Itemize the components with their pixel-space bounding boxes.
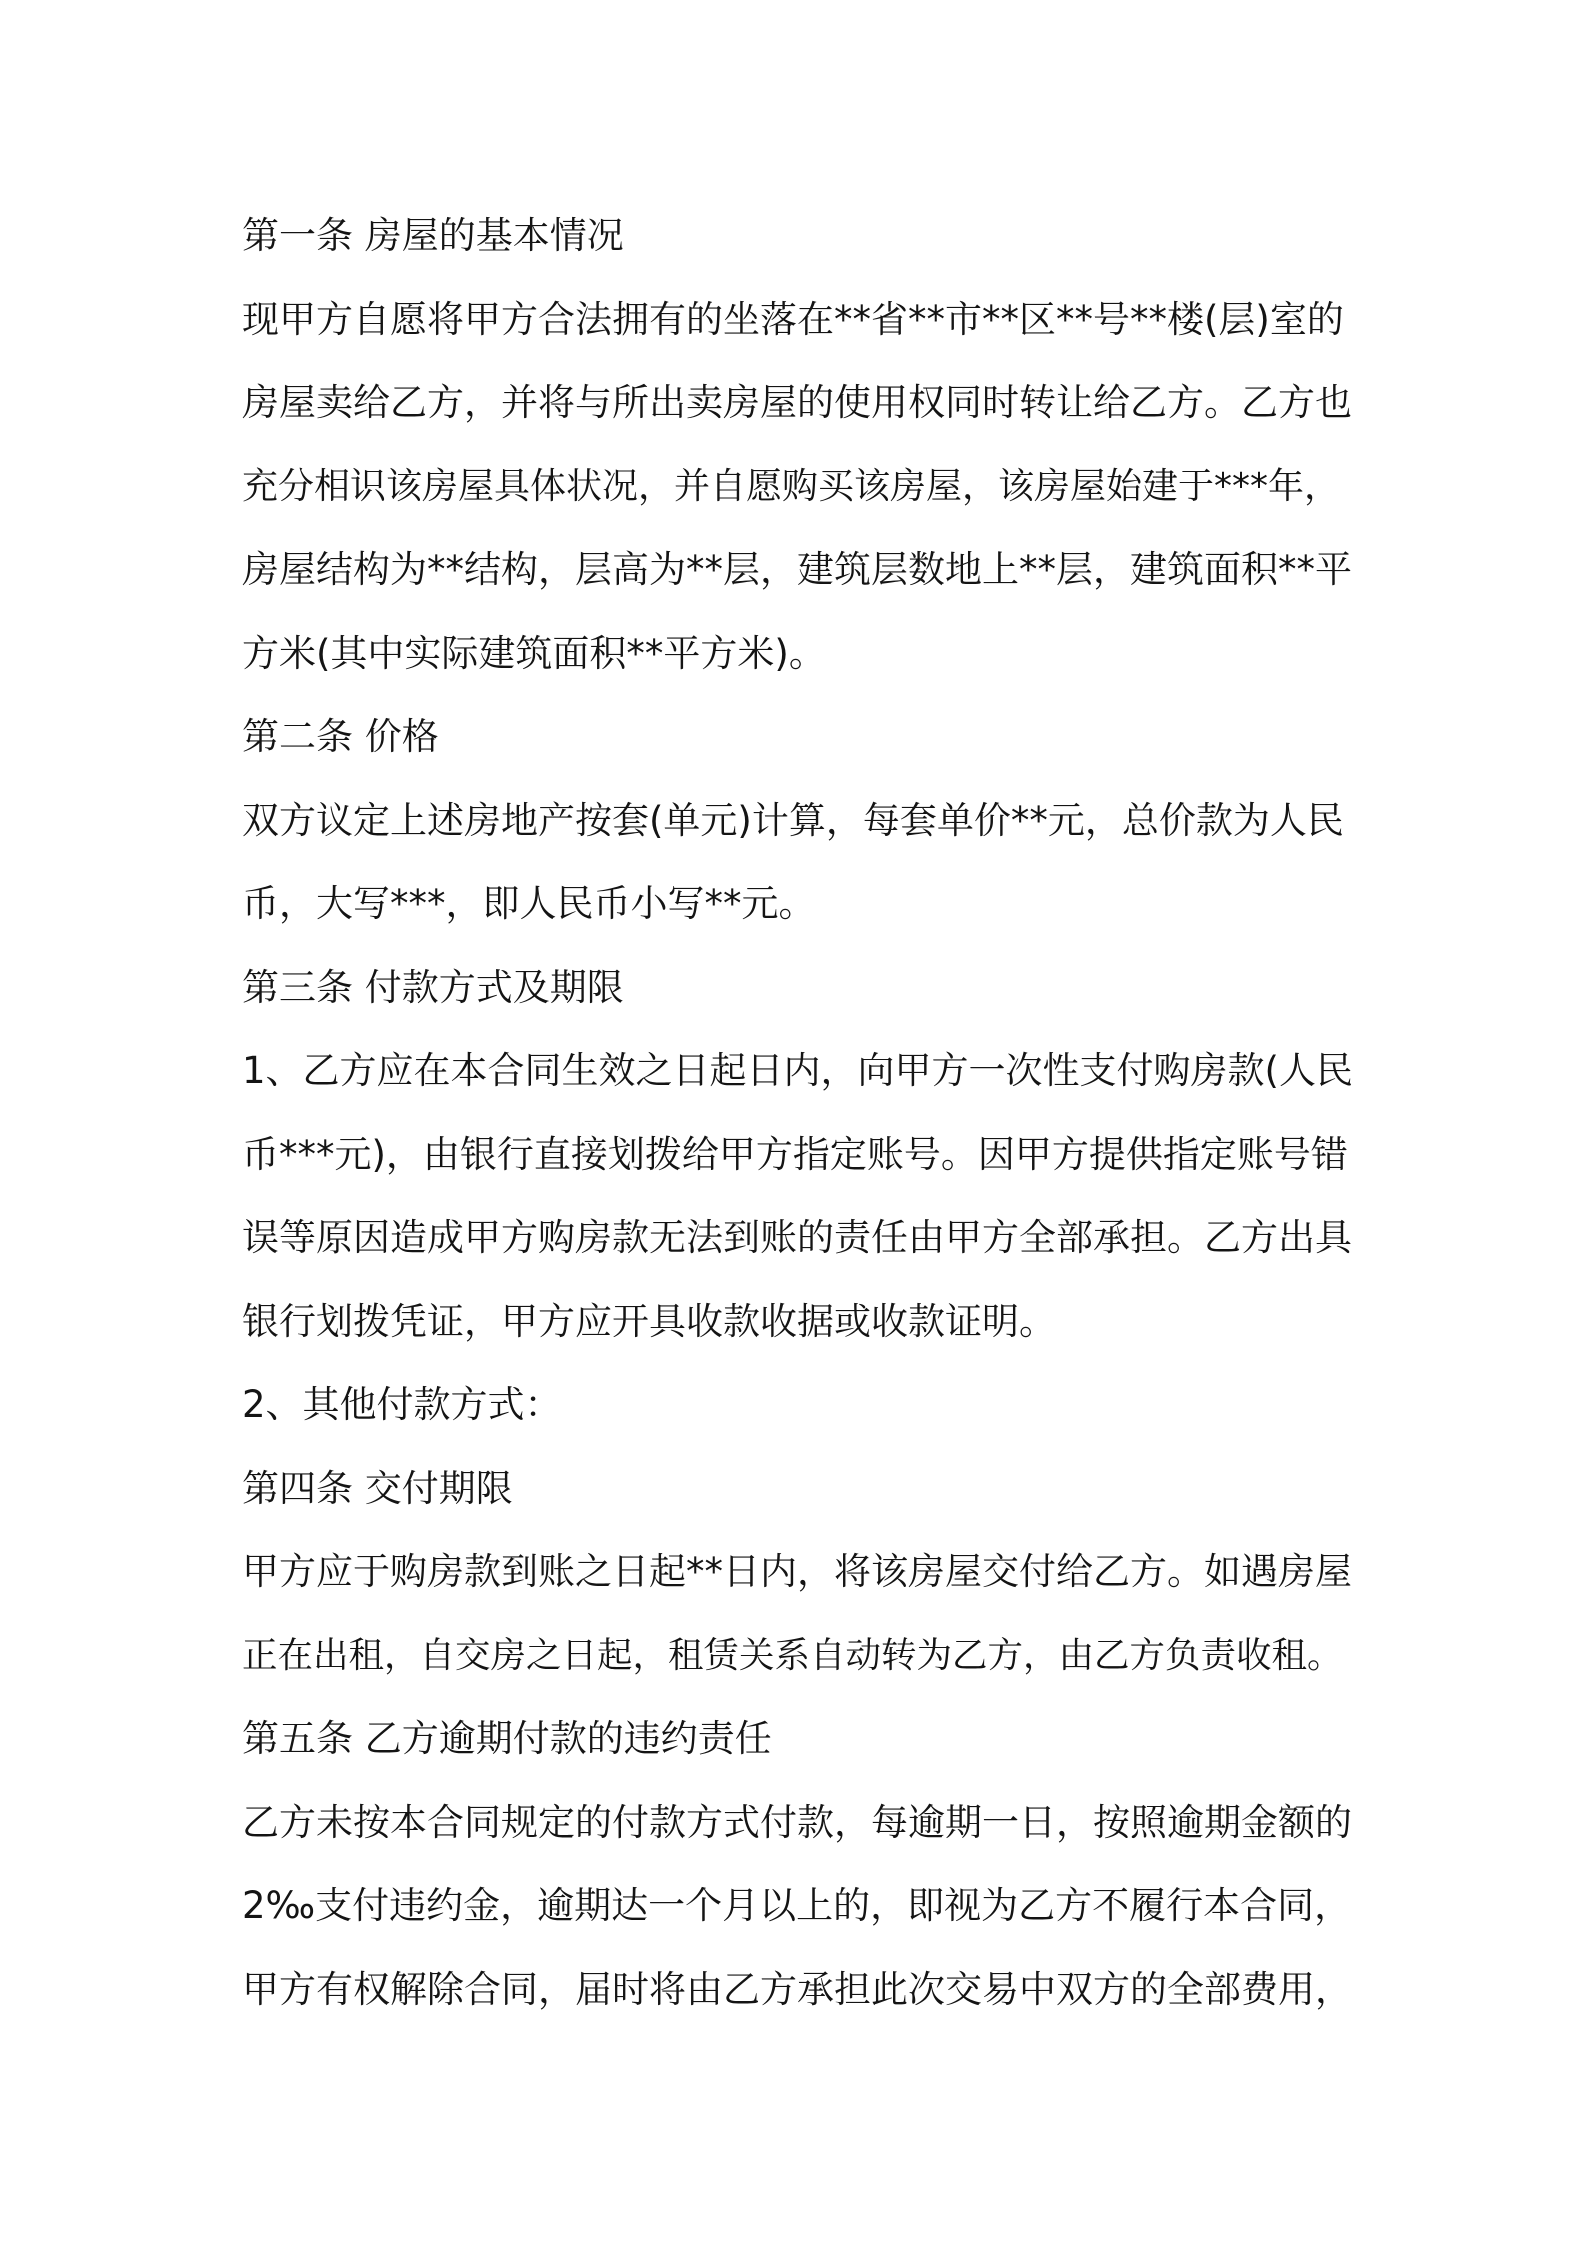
paragraph-line: 2‰支付违约金，逾期达一个月以上的，即视为乙方不履行本合同， bbox=[242, 1884, 1352, 1927]
article-3-heading: 第三条 付款方式及期限 bbox=[242, 965, 624, 1009]
article-2-heading: 第二条 价格 bbox=[242, 715, 439, 758]
paragraph-line: 2、其他付款方式： bbox=[242, 1383, 562, 1426]
paragraph-line: 房屋卖给乙方，并将与所出卖房屋的使用权同时转让给乙方。乙方也 bbox=[242, 381, 1352, 424]
paragraph-line: 双方议定上述房地产按套(单元)计算，每套单价**元，总价款为人民 bbox=[242, 798, 1344, 842]
paragraph-line: 乙方未按本合同规定的付款方式付款，每逾期一日，按照逾期金额的 bbox=[242, 1800, 1352, 1844]
paragraph-line: 甲方应于购房款到账之日起**日内，将该房屋交付给乙方。如遇房屋 bbox=[242, 1550, 1352, 1593]
paragraph-line: 房屋结构为**结构，层高为**层，建筑层数地上**层，建筑面积**平 bbox=[242, 548, 1352, 591]
article-1-heading: 第一条 房屋的基本情况 bbox=[242, 214, 624, 257]
document-body bbox=[242, 194, 1354, 2031]
paragraph-line: 币***元)，由银行直接划拨给甲方指定账号。因甲方提供指定账号错 bbox=[242, 1132, 1348, 1176]
article-4-heading: 第四条 交付期限 bbox=[242, 1466, 513, 1510]
paragraph-line: 现甲方自愿将甲方合法拥有的坐落在**省**市**区**号**楼(层)室的 bbox=[242, 297, 1344, 341]
paragraph-line: 币，大写***，即人民币小写**元。 bbox=[242, 882, 816, 925]
paragraph-line: 甲方有权解除合同，届时将由乙方承担此次交易中双方的全部费用， bbox=[242, 1967, 1352, 2011]
paragraph-line: 1、乙方应在本合同生效之日起日内，向甲方一次性支付购房款(人民 bbox=[242, 1049, 1353, 1092]
paragraph-line: 银行划拨凭证，甲方应开具收款收据或收款证明。 bbox=[242, 1299, 1056, 1343]
paragraph-line: 方米(其中实际建筑面积**平方米)。 bbox=[242, 631, 826, 675]
paragraph-line: 正在出租，自交房之日起，租赁关系自动转为乙方，由乙方负责收租。 bbox=[242, 1634, 1343, 1676]
paragraph-line: 误等原因造成甲方购房款无法到账的责任由甲方全部承担。乙方出具 bbox=[242, 1216, 1352, 1259]
paragraph-line: 充分相识该房屋具体状况，并自愿购买该房屋，该房屋始建于***年， bbox=[242, 465, 1341, 507]
article-5-heading: 第五条 乙方逾期付款的违约责任 bbox=[242, 1717, 772, 1760]
